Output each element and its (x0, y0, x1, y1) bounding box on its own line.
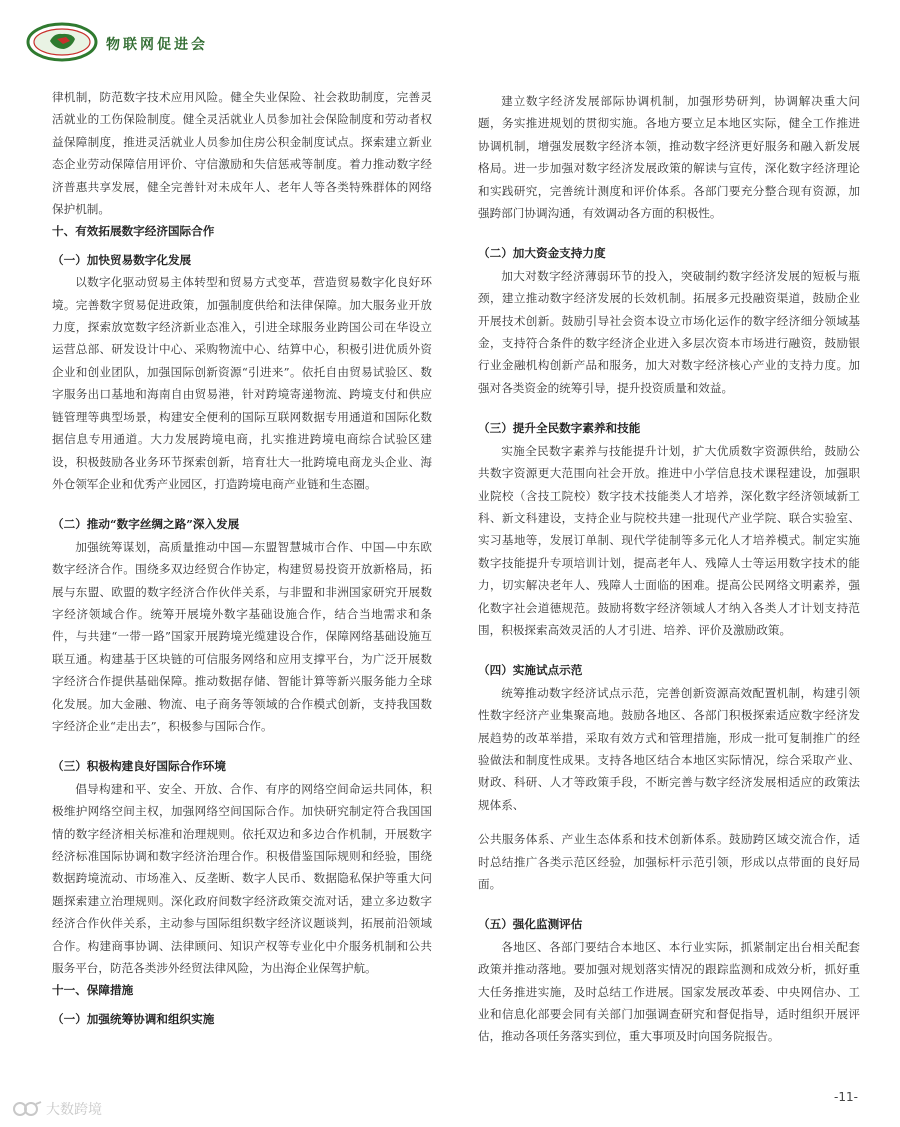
paragraph-gap (478, 895, 860, 907)
right-column (478, 90, 860, 1048)
subsection-heading: （二）推动“数字丝绸之路”深入发展 (52, 517, 240, 532)
page-number: -11- (834, 1090, 858, 1104)
paragraph-gap (52, 495, 432, 507)
body-paragraph: 统筹推动数字经济试点示范，完善创新资源高效配置机制，构建引领性数字经济产业集聚高地。鼓励各地区、各部门积极探索适应数字经济发展趋势的改革举措，采取有效方式和管理措施，形成一批可复制推广的经验做法和制度性成果。支持各地区结合本地区实际情况，综合采取产业、财政、科研、人才等政策手段，不断完善与数字经济发展相适应的政策法规体系、 (478, 685, 860, 812)
watermark-logo-icon (12, 1100, 42, 1118)
paragraph-gap (478, 641, 860, 653)
body-paragraph: 建立数字经济发展部际协调机制，加强形势研判，协调解决重大问题，务实推进规划的贯彻实施。各地方要立足本地区实际，健全工作推进协调机制，增强发展数字经济本领，推动数字经济更好服务和融入新发展格局。进一步加强对数字经济发展政策的解读与宣传，深化数字经济理论和实践研究，完善统计测度和评价体系。各部门要充分整合现有资源，加强跨部门协调沟通，有效调动各方面的积极性。 (478, 94, 860, 221)
body-paragraph: 各地区、各部门要结合本地区、本行业实际，抓紧制定出台相关配套政策并推动落地。要加强对规划落实情况的跟踪监测和成效分析，抓好重大任务推进实施，及时总结工作进展。国家发展改革委、中央网信办、工业和信息化部要会同有关部门加强调查研究和督促指导，适时组织开展评估，推动各项任务落实到位，重大事项及时向国务院报告。 (478, 939, 860, 1044)
section-heading: 十一、保障措施 (52, 983, 134, 998)
watermark-text: 大数跨境 (46, 1102, 102, 1118)
body-paragraph: 律机制，防范数字技术应用风险。健全失业保险、社会救助制度，完善灵活就业的工伤保险制度。健全灵活就业人员参加社会保险制度和劳动者权益保障制度，推进灵活就业人员参加住房公积金制度试点。探索建立新业态企业劳动保障信用评价、守信激励和失信惩戒等制度。着力推动数字经济普惠共享发展，健全完善针对未成年人、老年人等各类特殊群体的网络保护机制。 (52, 90, 432, 217)
subsection-heading: （二）加大资金支持力度 (478, 246, 606, 261)
body-paragraph: 公共服务体系、产业生态体系和技术创新体系。鼓励跨区域交流合作，适时总结推广各类示范区经验，加强标杆示范引领，形成以点带面的良好局面。 (478, 832, 860, 891)
subsection-heading: （三）积极构建良好国际合作环境 (52, 759, 226, 774)
page-header (0, 0, 900, 80)
body-paragraph: 加大对数字经济薄弱环节的投入，突破制约数字经济发展的短板与瓶颈，建立推动数字经济发展的长效机制。拓展多元投融资渠道，鼓励企业开展技术创新。鼓励引导社会资本设立市场化运作的数字经济细分领域基金，支持符合条件的数字经济企业进入多层次资本市场进行融资，鼓励银行业金融机构创新产品和服务，加大对数字经济核心产业的支持力度。加强对各类资金的统筹引导，提升投资质量和效益。 (478, 268, 860, 395)
body-paragraph: 加强统筹谋划，高质量推动中国—东盟智慧城市合作、中国—中东欧数字经济合作。围绕多双边经贸合作协定，构建贸易投资开放新格局，拓展与东盟、欧盟的数字经济合作伙伴关系，与非盟和非洲国家研究开展数字经济领域合作。统筹开展境外数字基础设施合作，结合当地需求和条件，与共建“一带一路”国家开展跨境光缆建设合作，保障网络基础设施互联互通。构建基于区块链的可信服务网络和应用支撑平台，为广泛开展数字经济合作提供基础保障。推动数据存储、智能计算等新兴服务能力全球化发展。加大金融、物流、电子商务等领域的合作模式创新，支持我国数字经济企业“走出去”，积极参与国际合作。 (52, 539, 432, 733)
body-paragraph: 实施全民数字素养与技能提升计划，扩大优质数字资源供给，鼓励公共数字资源更大范围向社会开放。推进中小学信息技术课程建设，加强职业院校（含技工院校）数字技术技能类人才培养，深化数字经济领域新工科、新文科建设，支持企业与院校共建一批现代产业学院、联合实验室、实习基地等，发展订单制、现代学徒制等多元化人才培养模式。制定实施数字技能提升专项培训计划，提高老年人、残障人士等运用数字技术的能力，切实解决老年人、残障人士面临的困难。提高公民网络文明素养，强化数字社会道德规范。鼓励将数字经济领域人才纳入各类人才计划支持范围，积极探索高效灵活的人才引进、培养、评价及激励政策。 (478, 443, 860, 637)
organization-name: 物联网促进会 (106, 37, 208, 53)
subsection-heading: （四）实施试点示范 (478, 663, 583, 678)
paragraph-gap (478, 816, 860, 828)
subsection-heading: （一）加强统筹协调和组织实施 (52, 1011, 215, 1026)
body-paragraph: 倡导构建和平、安全、开放、合作、有序的网络空间命运共同体，积极维护网络空间主权，加强网络空间国际合作。加快研究制定符合我国国情的数字经济相关标准和治理规则。依托双边和多边合作机制，开展数字经济标准国际协调和数字经济治理合作。积极借鉴国际规则和经验，围绕数据跨境流动、市场准入、反垄断、数字人民币、数据隐私保护等重大问题探索建立治理规则。深化政府间数字经济政策交流对话，建立多边数字经济合作伙伴关系，主动参与国际组织数字经济议题谈判，拓展前沿领域合作。构建商事协调、法律顾问、知识产权等专业化中介服务机制和公共服务平台，防范各类涉外经贸法律风险，为出海企业保驾护航。 (52, 781, 432, 976)
left-column (52, 86, 432, 1030)
subsection-heading: （五）强化监测评估 (478, 917, 583, 932)
body-paragraph: 以数字化驱动贸易主体转型和贸易方式变革，营造贸易数字化良好环境。完善数字贸易促进政策，加强制度供给和法律保障。加大服务业开放力度，探索放宽数字经济新业态准入，引进全球服务业跨国公司在华设立运营总部、研发设计中心、采购物流中心、结算中心，积极引进优质外资企业和创业团队，加强国际创新资源“引进来”。依托自由贸易试验区、数字服务出口基地和海南自由贸易港，针对跨境寄递物流、跨境支付和供应链管理等典型场景，构建安全便利的国际互联网数据专用通道和国际化数据信息专用通道。大力发展跨境电商，扎实推进跨境电商综合试验区建设，积极鼓励各业务环节探索创新，培育壮大一批跨境电商龙头企业、海外仓领军企业和优秀产业园区，打造跨境电商产业链和生态圈。 (52, 275, 432, 491)
paragraph-gap (478, 399, 860, 411)
association-logo (26, 22, 98, 62)
watermark (12, 1098, 102, 1120)
subsection-heading: （三）提升全民数字素养和技能 (478, 421, 641, 436)
paragraph-gap (478, 224, 860, 236)
subsection-heading: （一）加快贸易数字化发展 (52, 252, 192, 267)
section-heading: 十、有效拓展数字经济国际合作 (52, 224, 215, 239)
paragraph-gap (52, 737, 432, 749)
